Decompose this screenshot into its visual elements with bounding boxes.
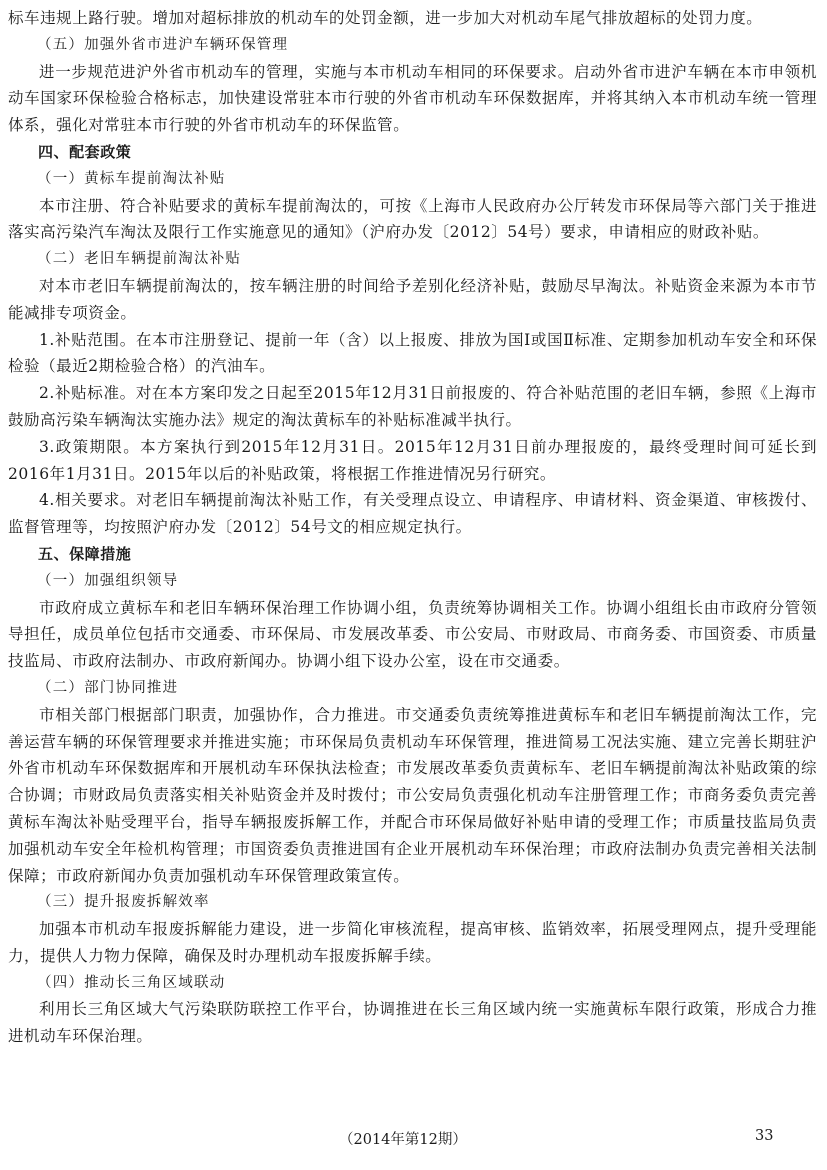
paragraph: 本市注册、符合补贴要求的黄标车提前淘汰的，可按《上海市人民政府办公厅转发市环保局等六部门关于推进落实高污染汽车淘汰及限行工作实施意见的通知》（沪府办发〔2012〕54号）要求，申请相应的财政补贴。 (8, 196, 817, 242)
subheading: （三）提升报废拆解效率 (37, 894, 210, 911)
paragraph: 2.补贴标准。对在本方案印发之日起至2015年12月31日前报废的、符合补贴范围的老旧车辆，参照《上海市鼓励高污染车辆淘汰实施办法》规定的淘汰黄标车的补贴标准减半执行。 (8, 384, 817, 429)
subheading: （二）部门协同推进 (37, 679, 179, 696)
page-footer (0, 1128, 827, 1152)
paragraph: 进一步规范进沪外省市机动车的管理，实施与本市机动车相同的环保要求。启动外省市进沪车辆在本市申领机动车国家环保检验合格标志，加快建设常驻本市行驶的外省市机动车环保数据库，并将其纳入本市机动车统一管理体系，强化对常驻本市行驶的外省市机动车的环保监管。 (8, 62, 817, 135)
paragraph: 对本市老旧车辆提前淘汰的，按车辆注册的时间给予差别化经济补贴，鼓励尽早淘汰。补贴资金来源为本市节能减排专项资金。 (8, 276, 817, 322)
subheading: （二）老旧车辆提前淘汰补贴 (37, 251, 242, 268)
paragraph: 1.补贴范围。在本市注册登记、提前一年（含）以上报废、排放为国Ⅰ或国Ⅱ标准、定期参加机动车安全和环保检验（最近2期检验合格）的汽油车。 (8, 330, 817, 376)
paragraph: 市相关部门根据部门职责，加强协作，合力推进。市交通委负责统筹推进黄标车和老旧车辆提前淘汰工作，完善运营车辆的环保管理要求并推进实施；市环保局负责机动车环保管理，推进简易工况法实施、建立完善长期驻沪外省市机动车环保数据库和开展机动车环保执法检查；市发展改革委负责黄标车、老旧车辆提前淘汰补贴政策的综合协调；市财政局负责落实相关补贴资金并及时拨付；市公安局负责强化机动车注册管理工作；市商务委负责完善黄标车淘汰补贴受理平台，指导车辆报废拆解工作，并配合市环保局做好补贴申请的受理工作；市质量技监局负责加强机动车安全年检机构管理；市国资委负责推进国有企业开展机动车环保治理；市政府法制办负责完善相关法制保障；市政府新闻办负责加强机动车环保管理政策宣传。 (8, 705, 817, 885)
subheading: （一）黄标车提前淘汰补贴 (37, 170, 226, 187)
paragraph: 市政府成立黄标车和老旧车辆环保治理工作协调小组，负责统筹协调相关工作。协调小组组长由市政府分管领导担任，成员单位包括市交通委、市环保局、市发展改革委、市公安局、市财政局、市商务委、市国资委、市质量技监局、市政府法制办、市政府新闻办。协调小组下设办公室，设在市交通委。 (8, 598, 817, 671)
subheading: （五）加强外省市进沪车辆环保管理 (37, 36, 289, 53)
paragraph: 加强本市机动车报废拆解能力建设，进一步简化审核流程，提高审核、监销效率，拓展受理网点，提升受理能力，提供人力物力保障，确保及时办理机动车报废拆解手续。 (8, 920, 817, 965)
section-heading: 四、配套政策 (38, 142, 132, 161)
paragraph: 3.政策期限。本方案执行到2015年12月31日。2015年12月31日前办理报废的，最终受理时间可延长到2016年1月31日。2015年以后的补贴政策，将根据工作推进情况另行研究。 (8, 437, 817, 483)
section-heading: 五、保障措施 (38, 544, 132, 563)
page-number: 33 (755, 1128, 774, 1144)
continuation-paragraph: 标车违规上路行驶。增加对超标排放的机动车的处罚金额，进一步加大对机动车尾气排放超标的处罚力度。 (8, 9, 763, 27)
subheading: （四）推动长三角区域联动 (37, 974, 226, 991)
paragraph: 4.相关要求。对老旧车辆提前淘汰补贴工作，有关受理点设立、申请程序、申请材料、资金渠道、审核拨付、监督管理等，均按照沪府办发〔2012〕54号文的相应规定执行。 (8, 491, 817, 537)
issue-label: （2014年第12期） (339, 1132, 467, 1148)
paragraph: 利用长三角区域大气污染联防联控工作平台，协调推进在长三角区域内统一实施黄标车限行政策，形成合力推进机动车环保治理。 (8, 1000, 817, 1046)
subheading: （一）加强组织领导 (37, 572, 179, 589)
